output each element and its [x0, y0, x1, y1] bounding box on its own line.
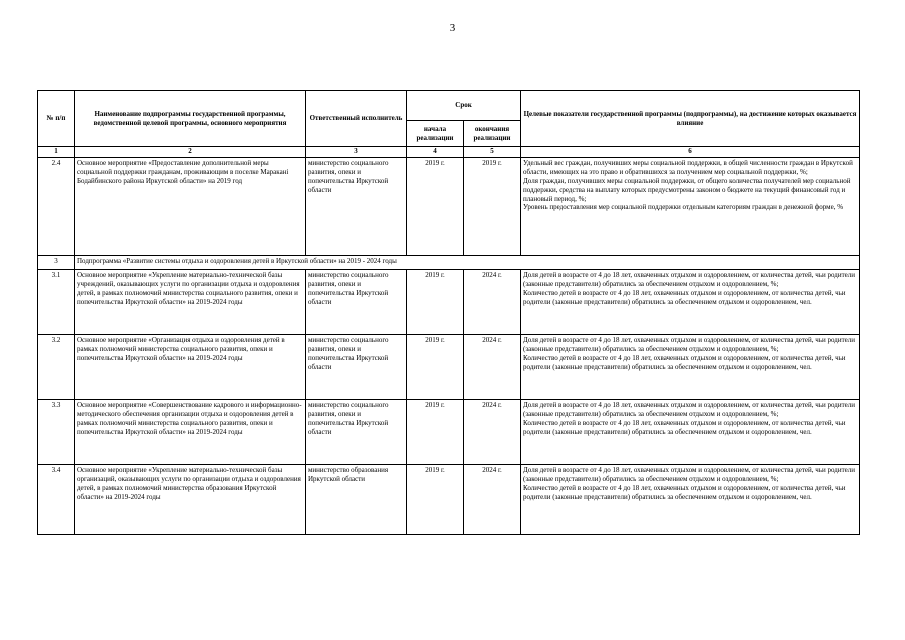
column-number-row [38, 147, 860, 158]
row-name: Основное мероприятие «Организация отдыха и оздоровления детей в рамках полномочий министерства социального развития, опеки и попечительства Иркутской области» на 2019-2024 годы [75, 334, 306, 399]
column-number: 3 [306, 147, 407, 158]
header-num: № п/п [38, 91, 75, 147]
row-start: 2019 г. [407, 269, 464, 334]
row-end: 2024 г. [464, 269, 521, 334]
program-table [37, 90, 860, 535]
row-end: 2024 г. [464, 464, 521, 534]
row-start: 2019 г. [407, 399, 464, 464]
subprogram-row [38, 255, 860, 269]
header-targets: Целевые показатели государственной программы (подпрограммы), на достижение которых оказывается влияние [521, 91, 860, 147]
table-row [38, 399, 860, 464]
row-num: 2.4 [38, 157, 75, 255]
row-end: 2024 г. [464, 334, 521, 399]
row-name: Основное мероприятие «Совершенствование кадрового и информационно-методического обеспечения организации отдыха и оздоровления детей в рамках полномочий министерства социального развития, опеки и попечительства Иркутской области» на 2019-2024 годы [75, 399, 306, 464]
column-number: 1 [38, 147, 75, 158]
row-targets: Доля детей в возрасте от 4 до 18 лет, охваченных отдыхом и оздоровлением, от количества детей, чьи родители (законные представители) обратились за обеспечением отдыхом и оздоровлением, %; Количество детей в возрасте от 4 до 18 лет, охваченных отдыхом и оздоровлением, от количества детей, чьи родители (законные представители) обратились за обеспечением отдыхом и оздоровлением, чел. [521, 399, 860, 464]
row-start: 2019 г. [407, 157, 464, 255]
row-targets: Доля детей в возрасте от 4 до 18 лет, охваченных отдыхом и оздоровлением, от количества детей, чьи родители (законные представители) обратились за обеспечением отдыхом и оздоровлением, %; Количество детей в возрасте от 4 до 18 лет, охваченных отдыхом и оздоровлением, от количества детей, чьи родители (законные представители) обратились за обеспечением отдыхом и оздоровлением, чел. [521, 269, 860, 334]
header-start: начала реализации [407, 121, 464, 147]
column-number: 2 [75, 147, 306, 158]
table-row [38, 464, 860, 534]
row-end: 2019 г. [464, 157, 521, 255]
page-number: 3 [449, 22, 456, 34]
header-responsible: Ответственный исполнитель [306, 91, 407, 147]
table-row [38, 334, 860, 399]
row-end: 2024 г. [464, 399, 521, 464]
header-term: Срок [407, 91, 521, 121]
column-number: 5 [464, 147, 521, 158]
table-row [38, 157, 860, 255]
row-name: Основное мероприятие «Укрепление материально-технической базы учреждений, оказывающих услуги по организации отдыха и оздоровления детей, в рамках полномочий министерства социального развития, опеки и попечительства Иркутской области» на 2019-2024 годы [75, 269, 306, 334]
row-name: Основное мероприятие «Предоставление дополнительной меры социальной поддержки гражданам, проживающим в поселке Мараканi Бодайбинского района Иркутской области» на 2019 год [75, 157, 306, 255]
row-num: 3.2 [38, 334, 75, 399]
row-targets: Удельный вес граждан, получивших меры социальной поддержки, в общей численности граждан в Иркутской области, имеющих на это право и обратившихся за получением мер социальной поддержки, %; Доля граждан, получивших меры социальной поддержки, от общего количества получателей мер социальной поддержки, средства на выплату которых предусмотрены законом о бюджете на текущий финансовый год и плановый период, %; Уровень предоставления мер социальной поддержки отдельным категориям граждан в денежной форме, % [521, 157, 860, 255]
header-end: окончания реализации [464, 121, 521, 147]
row-name: Основное мероприятие «Укрепление материально-технической базы организаций, оказывающих услуги по организации отдыха и оздоровления детей, в рамках полномочий министерства образования Иркутской области» на 2019-2024 годы [75, 464, 306, 534]
subprogram-num: 3 [38, 255, 75, 269]
table-row [38, 269, 860, 334]
column-number: 6 [521, 147, 860, 158]
row-start: 2019 г. [407, 334, 464, 399]
row-responsible: министерство образования Иркутской области [306, 464, 407, 534]
row-responsible: министерство социального развития, опеки и попечительства Иркутской области [306, 399, 407, 464]
row-responsible: министерство социального развития, опеки и попечительства Иркутской области [306, 157, 407, 255]
row-responsible: министерство социального развития, опеки и попечительства Иркутской области [306, 269, 407, 334]
row-targets: Доля детей в возрасте от 4 до 18 лет, охваченных отдыхом и оздоровлением, от количества детей, чьи родители (законные представители) обратились за обеспечением отдыхом и оздоровлением, %; Количество детей в возрасте от 4 до 18 лет, охваченных отдыхом и оздоровлением, от количества детей, чьи родители (законные представители) обратились за обеспечением отдыхом и оздоровлением, чел. [521, 334, 860, 399]
row-start: 2019 г. [407, 464, 464, 534]
row-num: 3.1 [38, 269, 75, 334]
row-num: 3.3 [38, 399, 75, 464]
row-responsible: министерство социального развития, опеки и попечительства Иркутской области [306, 334, 407, 399]
row-targets: Доля детей в возрасте от 4 до 18 лет, охваченных отдыхом и оздоровлением, от количества детей, чьи родители (законные представители) обратились за обеспечением отдыхом и оздоровлением, %; Количество детей в возрасте от 4 до 18 лет, охваченных отдыхом и оздоровлением, от количества детей, чьи родители (законные представители) обратились за обеспечением отдыхом и оздоровлением, чел. [521, 464, 860, 534]
row-num: 3.4 [38, 464, 75, 534]
column-number: 4 [407, 147, 464, 158]
header-name: Наименование подпрограммы государственной программы, ведомственной целевой программы, основного мероприятия [75, 91, 306, 147]
subprogram-title: Подпрограмма «Развитие системы отдыха и оздоровления детей в Иркутской области» на 2019 - 2024 годы [75, 255, 860, 269]
